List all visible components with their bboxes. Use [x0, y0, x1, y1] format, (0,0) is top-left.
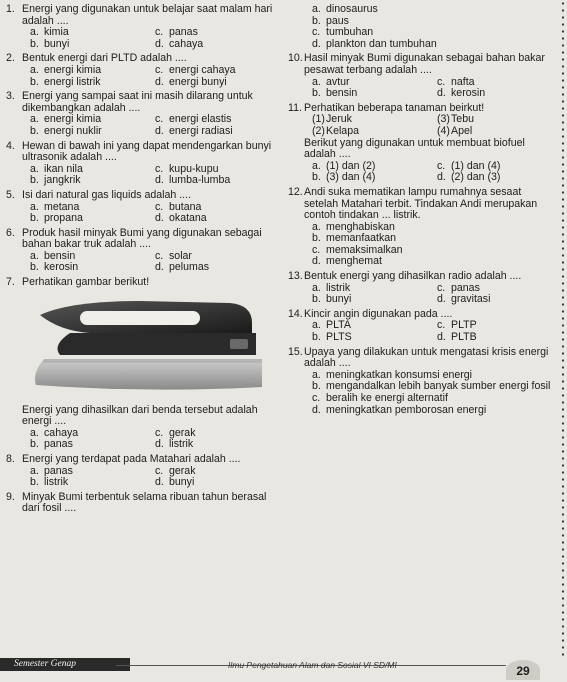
question-item [6, 228, 276, 274]
answer-option[interactable] [312, 256, 558, 268]
option-text: cahaya [44, 426, 79, 439]
answer-option[interactable] [437, 172, 558, 184]
page-number: 29 [506, 660, 540, 680]
option-text: kerosin [44, 261, 79, 274]
option-letter: (4) [437, 124, 450, 137]
right-column [288, 4, 558, 419]
question-stem [288, 271, 558, 283]
answer-option[interactable] [30, 39, 151, 51]
question-text: Hasil minyak Bumi digunakan sebagai bahan bakar pesawat terbang adalah .... [304, 52, 545, 76]
option-text: (1) dan (4) [451, 159, 501, 172]
option-letter: a. [312, 368, 321, 381]
answer-option[interactable] [155, 477, 276, 489]
option-text: Tebu [451, 113, 474, 126]
question-number: 3. [6, 90, 15, 103]
answer-option[interactable] [155, 65, 276, 77]
question-text: Energi yang sampai saat ini masih dilarang untuk dikembangkan adalah .... [22, 90, 253, 114]
option-text: memaksimalkan [326, 243, 403, 256]
question-number: 1. [6, 3, 15, 15]
option-text: kerosin [451, 87, 486, 100]
option-letter: d. [155, 476, 164, 489]
option-text: dinosaurus [326, 3, 378, 15]
option-letter: c. [155, 464, 164, 477]
question-stem [6, 141, 276, 164]
answer-options [288, 283, 558, 306]
option-letter: a. [312, 319, 321, 332]
option-text: energi bunyi [169, 75, 227, 88]
question-number: 15. [288, 345, 303, 358]
question-text: Hewan di bawah ini yang dapat mendengarkan bunyi ultrasonik adalah .... [22, 139, 272, 164]
option-letter: c. [437, 281, 446, 294]
answer-options [6, 65, 276, 88]
answer-option[interactable] [437, 88, 558, 100]
option-letter: b. [312, 14, 321, 27]
option-text: listrik [169, 438, 194, 451]
page-footer [0, 654, 567, 682]
option-text: kimia [44, 26, 69, 39]
answer-option[interactable] [312, 172, 433, 184]
question-number: 11. [288, 101, 302, 114]
question-item [6, 277, 276, 402]
option-text: okatana [169, 212, 207, 225]
option-text: energi kimia [44, 113, 102, 126]
option-text: gerak [169, 464, 196, 477]
answer-options [6, 428, 276, 451]
option-text: energi kimia [44, 63, 102, 76]
option-text: PLTB [451, 331, 477, 344]
answer-option[interactable] [30, 175, 151, 187]
question-text: Energi yang terdapat pada Matahari adalah .... [22, 453, 241, 466]
question-item [288, 271, 558, 306]
option-text: bensin [326, 87, 358, 100]
question-item [6, 91, 276, 137]
answer-option[interactable] [155, 39, 276, 51]
option-text: (1) dan (2) [326, 159, 376, 172]
answer-options [6, 164, 276, 187]
question-number: 13. [288, 270, 303, 283]
option-text: pelumas [169, 261, 210, 274]
answer-options [288, 161, 558, 184]
answer-option[interactable] [30, 477, 151, 489]
option-text: Apel [451, 124, 473, 137]
option-text: butana [169, 200, 202, 213]
question-item [6, 492, 276, 515]
option-text: listrik [44, 476, 69, 489]
option-text: solar [169, 249, 192, 262]
question-stem [6, 4, 276, 27]
answer-option[interactable] [312, 39, 558, 51]
answer-option[interactable] [155, 439, 276, 451]
option-text: lumba-lumba [169, 174, 231, 187]
option-letter: c. [155, 426, 164, 439]
option-letter: b. [30, 212, 39, 225]
question-item [288, 4, 558, 50]
question-text: Upaya yang dilakukan untuk mengatasi krisis energi adalah .... [304, 345, 549, 370]
question-stem [288, 347, 558, 370]
answer-options [288, 4, 558, 50]
answer-option[interactable] [155, 77, 276, 89]
option-letter: b. [30, 438, 39, 451]
question-stem [6, 454, 276, 466]
answer-option[interactable] [312, 332, 433, 344]
answer-option[interactable] [312, 294, 433, 306]
option-text: bunyi [44, 37, 70, 50]
option-letter: a. [312, 281, 321, 294]
question-number: 7. [6, 276, 15, 289]
question-item [6, 53, 276, 88]
option-text: menghemat [326, 255, 382, 268]
question-item [288, 187, 558, 268]
option-text: beralih ke energi alternatif [326, 392, 448, 404]
question-item [6, 190, 276, 225]
option-text: kupu-kupu [169, 162, 219, 175]
question-number [6, 405, 22, 428]
question-text: Energi yang dihasilkan dari benda tersebut adalah energi .... [22, 403, 258, 428]
question-number: 5. [6, 188, 15, 201]
question-text: Produk hasil minyak Bumi yang digunakan sebagai bahan bakar truk adalah .... [22, 226, 262, 251]
answer-option[interactable] [155, 213, 276, 225]
option-letter: d. [312, 255, 321, 268]
option-text: Kelapa [326, 124, 359, 137]
question-stem [288, 187, 558, 222]
option-letter: c. [312, 26, 321, 39]
option-letter: c. [155, 113, 164, 126]
option-text: memanfaatkan [326, 232, 397, 245]
clothes-iron-icon [30, 293, 268, 397]
option-text: cahaya [169, 37, 204, 50]
option-letter: d. [155, 124, 164, 137]
option-letter: b. [312, 331, 321, 344]
option-letter: b. [30, 124, 39, 137]
option-letter: b. [30, 174, 39, 187]
option-text: energi elastis [169, 113, 232, 126]
option-letter: c. [437, 319, 446, 332]
question-stem [6, 277, 276, 289]
answer-option[interactable] [30, 213, 151, 225]
option-text: bunyi [169, 476, 195, 489]
question-stem [6, 91, 276, 114]
option-text: gravitasi [451, 293, 491, 306]
answer-option[interactable] [30, 262, 151, 274]
answer-option[interactable] [312, 4, 558, 16]
option-letter: c. [437, 159, 446, 172]
option-letter: a. [30, 162, 39, 175]
option-text: mengandalkan lebih banyak sumber energi fosil [326, 380, 551, 393]
question-number: 14. [288, 307, 303, 320]
question-item [6, 4, 276, 50]
option-letter: (1) [312, 113, 325, 126]
option-letter: c. [437, 75, 446, 88]
option-text: avtur [326, 75, 350, 88]
question-stem [288, 53, 558, 76]
answer-option[interactable] [312, 393, 558, 405]
option-text: propana [44, 212, 83, 225]
option-letter: d. [312, 37, 321, 50]
option-text: energi nuklir [44, 124, 102, 137]
option-text: gerak [169, 426, 196, 439]
option-letter: d. [155, 261, 164, 274]
question-item [288, 53, 558, 99]
question-stem [6, 492, 276, 515]
option-letter: c. [155, 26, 164, 39]
question-item [6, 405, 276, 451]
question-item [288, 103, 558, 184]
option-letter: a. [30, 200, 39, 213]
question-item [6, 141, 276, 187]
question-text: Energi yang digunakan untuk belajar saat malam hari adalah .... [22, 3, 273, 27]
option-text: panas [169, 26, 198, 39]
option-letter: a. [312, 3, 321, 15]
question-item [288, 347, 558, 417]
option-letter: b. [312, 87, 321, 100]
answer-option[interactable] [30, 439, 151, 451]
option-letter: b. [30, 261, 39, 274]
option-letter: b. [312, 171, 321, 184]
answer-options [6, 114, 276, 137]
option-text: jangkrik [44, 174, 81, 187]
option-letter: c. [155, 162, 164, 175]
answer-option[interactable] [155, 126, 276, 138]
question-stem [6, 190, 276, 202]
question-number: 2. [6, 52, 15, 65]
option-text: (2) dan (3) [451, 171, 501, 184]
answer-options [6, 466, 276, 489]
option-letter: a. [30, 113, 39, 126]
option-text: PLTA [326, 319, 351, 332]
answer-option[interactable] [437, 126, 558, 138]
option-text: energi listrik [44, 75, 101, 88]
question-text: Kincir angin digunakan pada .... [304, 307, 453, 320]
answer-option[interactable] [30, 126, 151, 138]
option-letter: d. [155, 438, 164, 451]
option-letter: b. [30, 37, 39, 50]
question-number: 9. [6, 490, 15, 503]
option-letter: d. [437, 87, 446, 100]
option-text: metana [44, 200, 80, 213]
option-text: paus [326, 14, 349, 27]
question-number: 10. [288, 52, 303, 65]
question-stem [6, 228, 276, 251]
option-letter: c. [155, 200, 164, 213]
answer-options [288, 320, 558, 343]
option-letter: a. [312, 220, 321, 233]
option-letter: a. [30, 464, 39, 477]
answer-option[interactable] [312, 126, 433, 138]
option-letter: d. [437, 331, 446, 344]
option-letter: a. [30, 426, 39, 439]
answer-options [6, 251, 276, 274]
option-letter: d. [155, 212, 164, 225]
option-text: nafta [451, 75, 475, 88]
option-text: tumbuhan [326, 26, 374, 39]
option-letter: d. [155, 174, 164, 187]
question-item [6, 454, 276, 489]
option-letter: b. [312, 232, 321, 245]
option-text: PLTP [451, 319, 477, 332]
answer-options [288, 370, 558, 416]
option-text: panas [44, 464, 73, 477]
answer-option[interactable] [30, 65, 151, 77]
option-letter: d. [437, 171, 446, 184]
option-text: energi cahaya [169, 63, 236, 76]
option-letter: c. [312, 392, 321, 404]
option-letter: b. [30, 476, 39, 489]
answer-option[interactable] [312, 405, 558, 417]
option-text: Jeruk [326, 113, 352, 126]
option-text: (3) dan (4) [326, 171, 376, 184]
question-text: Perhatikan gambar berikut! [22, 276, 150, 289]
option-text: plankton dan tumbuhan [326, 37, 437, 50]
left-column [6, 4, 276, 518]
question-item [288, 309, 558, 344]
question-number: 6. [6, 226, 15, 239]
answer-options [288, 222, 558, 268]
option-letter: d. [155, 75, 164, 88]
option-text: panas [451, 281, 480, 294]
option-letter: (3) [437, 113, 450, 126]
option-letter: b. [312, 380, 321, 393]
option-letter: a. [312, 75, 321, 88]
question-followup: Berikut yang digunakan untuk membuat biofuel adalah .... [304, 136, 525, 161]
option-letter: b. [30, 75, 39, 88]
question-text: Bentuk energi dari PLTD adalah .... [22, 52, 187, 65]
option-text: meningkatkan pemborosan energi [326, 403, 487, 416]
option-letter: a. [30, 26, 39, 39]
answer-option[interactable] [437, 332, 558, 344]
question-text: Perhatikan beberapa tanaman beirkut! [304, 101, 485, 114]
option-text: bensin [44, 249, 76, 262]
question-text: Bentuk energi yang dihasilkan radio adalah .... [304, 270, 522, 283]
question-text: Andi suka mematikan lampu rumahnya sesaat setelah Matahari terbit. Tindakan Andi merupakan contoh tindakan ... listrik. [304, 185, 538, 222]
answer-options [6, 27, 276, 50]
question-text: Minyak Bumi terbentuk selama ribuan tahun berasal dari fosil .... [22, 490, 267, 515]
question-number: 12. [288, 185, 303, 198]
option-text: meningkatkan konsumsi energi [326, 368, 473, 381]
answer-option[interactable] [437, 294, 558, 306]
option-letter: c. [312, 243, 321, 256]
option-text: energi radiasi [169, 124, 233, 137]
option-letter: d. [312, 403, 321, 416]
option-letter: d. [437, 293, 446, 306]
question-number: 4. [6, 139, 15, 152]
option-text: PLTS [326, 331, 352, 344]
answer-option[interactable] [312, 88, 433, 100]
answer-options [288, 77, 558, 100]
option-letter: c. [155, 63, 164, 76]
option-text: ikan nila [44, 162, 83, 175]
question-number: 8. [6, 453, 15, 466]
question-text: Isi dari natural gas liquids adalah .... [22, 188, 192, 201]
answer-option[interactable] [155, 175, 276, 187]
subject-label: Ilmu Pengetahuan Alam dan Sosial VI SD/MI [228, 660, 397, 670]
answer-options [6, 202, 276, 225]
page-edge-dots [561, 0, 565, 660]
answer-option[interactable] [155, 262, 276, 274]
option-text: listrik [326, 281, 351, 294]
question-stem [6, 405, 276, 428]
semester-label: Semester Genap [0, 658, 130, 671]
option-letter: b. [312, 293, 321, 306]
option-text: menghabiskan [326, 220, 395, 233]
answer-option[interactable] [30, 77, 151, 89]
option-letter: a. [312, 159, 321, 172]
option-letter: c. [155, 249, 164, 262]
option-text: panas [44, 438, 73, 451]
option-text: bunyi [326, 293, 352, 306]
option-letter: (2) [312, 124, 325, 137]
option-letter: a. [30, 63, 39, 76]
answer-options [288, 114, 558, 137]
option-letter: a. [30, 249, 39, 262]
option-letter: d. [155, 37, 164, 50]
